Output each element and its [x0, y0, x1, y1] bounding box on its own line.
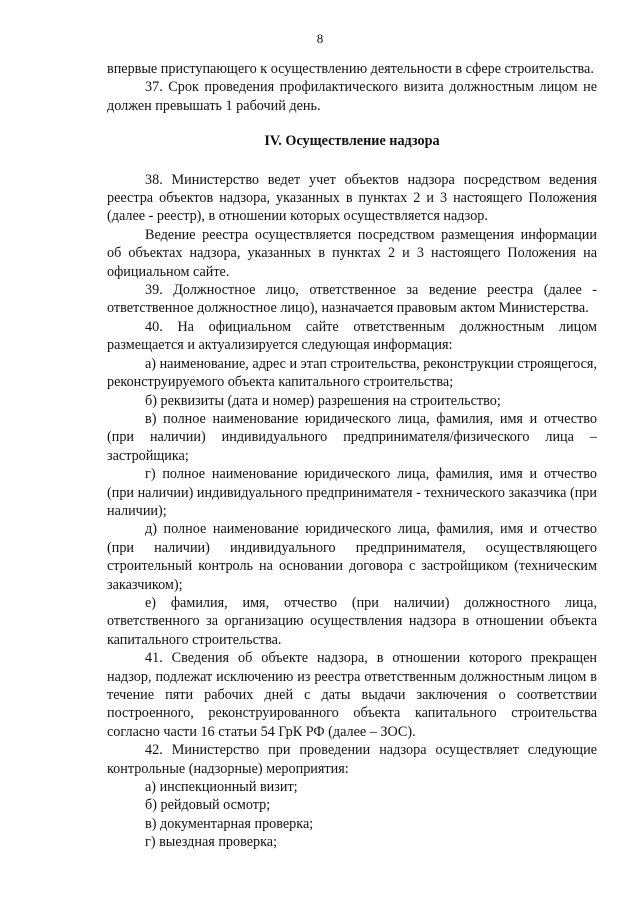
list-item-40b: б) реквизиты (дата и номер) разрешения на строительство;: [145, 392, 501, 409]
paragraph-38-continued: Ведение реестра осуществляется посредством размещения информации об объектах надзора, указанных в пунктах 2 и 3 настоящего Положения на официальном сайте.: [107, 226, 597, 280]
paragraph-37: 37. Срок проведения профилактического визита должностным лицом не должен превышать 1 рабочий день.: [107, 79, 597, 114]
list-item-42b: б) рейдовый осмотр;: [145, 797, 271, 814]
page-number: 8: [316, 31, 324, 46]
paragraph-42: 42. Министерство при проведении надзора осуществляет следующие контрольные (надзорные) мероприятия:: [107, 742, 597, 777]
paragraph-continuation: впервые приступающего к осуществлению деятельности в сфере строительства.: [107, 61, 594, 77]
paragraph-39: 39. Должностное лицо, ответственное за ведение реестра (далее - ответственное должностное лицо), назначается правовым актом Министерства.: [107, 282, 597, 317]
paragraph-41: 41. Сведения об объекте надзора, в отношении которого прекращен надзор, подлежат исключению из реестра ответственным должностным лицом в течение пяти рабочих дней с даты выдачи заключения о соответствии построенного, реконструированного объекта капитального строительства согласно части 16 статьи 54 ГрК РФ (далее – ЗОС).: [107, 650, 597, 740]
section-heading: IV. Осуществление надзора: [264, 133, 440, 150]
list-item-40e: д) полное наименование юридического лица, фамилия, имя и отчество (при наличии) индивидуального предпринимателя, осуществляющего строительный контроль на основании договора с застройщиком (техническим заказчиком);: [107, 521, 597, 593]
list-item-40c: в) полное наименование юридического лица, фамилия, имя и отчество (при наличии) индивидуального предпринимателя/физического лица – застройщика;: [107, 410, 597, 464]
list-item-40d: г) полное наименование юридического лица, фамилия, имя и отчество (при наличии) индивидуального предпринимателя - технического заказчика (при наличии);: [107, 466, 597, 519]
list-item-42a: а) инспекционный визит;: [145, 779, 298, 796]
list-item-42c: в) документарная проверка;: [145, 815, 314, 832]
list-item-42d: г) выездная проверка;: [145, 834, 278, 851]
paragraph-38: 38. Министерство ведет учет объектов надзора посредством ведения реестра объектов надзора, указанных в пунктах 2 и 3 настоящего Положения (далее - реестр), в отношении которых осуществляется надзор.: [107, 171, 597, 225]
document-body: [107, 60, 597, 852]
list-item-40a: а) наименование, адрес и этап строительства, реконструкции строящегося, реконструируемого объекта капитального строительства;: [107, 355, 598, 391]
list-item-40f: е) фамилия, имя, отчество (при наличии) должностного лица, ответственного за организацию осуществления надзора в отношении объекта капитального строительства.: [107, 594, 597, 648]
paragraph-40: 40. На официальном сайте ответственным должностным лицом размещается и актуализируется следующая информация:: [107, 318, 597, 354]
